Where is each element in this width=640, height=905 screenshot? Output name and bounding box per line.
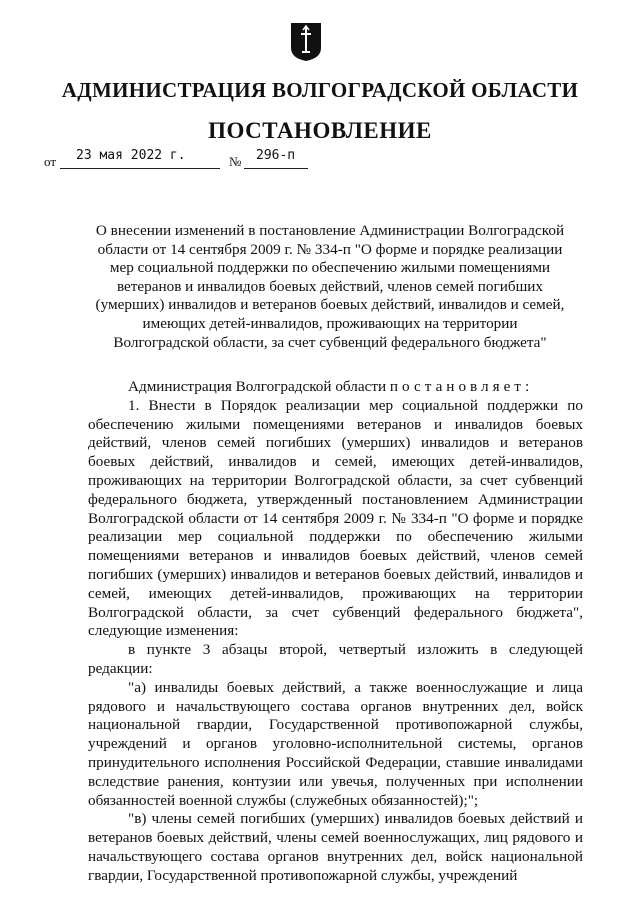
title-line: (умерших) инвалидов и ветеранов боевых действий, инвалидов и семей, (95, 296, 565, 314)
organization-name: АДМИНИСТРАЦИЯ ВОЛГОГРАДСКОЙ ОБЛАСТИ (61, 78, 579, 102)
number-label: № (229, 154, 242, 169)
document-title (86, 222, 574, 352)
title-line: ветеранов и инвалидов боевых действий, членов семей погибших (116, 277, 544, 295)
coat-of-arms-icon (290, 22, 322, 62)
intro-decree-word: постановляет: (389, 378, 534, 395)
title-line: мер социальной поддержки по обеспечению жилыми помещениями (109, 259, 551, 277)
body-paragraph: в пункте 3 абзацы второй, четвертый изложить в следующей редакции: (88, 641, 583, 677)
date-underline (60, 168, 220, 169)
title-line: Волгоградской области, за счет субвенций федерального бюджета" (113, 333, 547, 351)
body-paragraph: "в) члены семей погибших (умерших) инвалидов боевых действий и ветеранов боевых действий, члены семей военнослужащих, лиц рядового и начальствующего состава органов внутренних дел, войск национальной гвардии, Государственной противопожарной службы, учреждений (88, 810, 583, 884)
intro-paragraph (88, 378, 583, 397)
date-label: от (44, 154, 57, 169)
document-type: ПОСТАНОВЛЕНИЕ (208, 118, 432, 143)
document-body (88, 378, 583, 886)
title-line: области от 14 сентября 2009 г. № 334-п "О форме и порядке реализации (97, 240, 563, 258)
date-value: 23 мая 2022 г. (76, 148, 186, 163)
body-paragraph: 1. Внести в Порядок реализации мер социальной поддержки по обеспечению жилыми помещениями ветеранов и инвалидов боевых действий, членов семей погибших (умерших) инвалидов и ветеранов боевых действий, инвалидов и семей, имеющих детей-инвалидов, проживающих на территории Волгоградской области, за счет субвенций федерального бюджета, утвержденный постановлением Администрации Волгоградской области от 14 сентября 2009 г. № 334-п "О форме и порядке реализации мер социальной поддержки по обеспечению жилыми помещениями ветеранов и инвалидов боевых действий, членов семей погибших (умерших) инвалидов и ветеранов боевых действий, инвалидов и семей, имеющих детей-инвалидов, проживающих на территории Волгоградской области, за счет субвенций федерального бюджета", следующие изменения: (88, 396, 583, 640)
intro-prefix: Администрация Волгоградской области (128, 378, 387, 395)
number-value: 296-п (256, 148, 296, 163)
body-paragraph: "а) инвалиды боевых действий, а также военнослужащие и лица рядового и начальствующего состава органов внутренних дел, войск национальной гвардии, Государственной противопожарной службы, учреждений и органов уголовно-исполнительной системы, органов принудительного исполнения Российской Федерации, ставшие инвалидами вследствие ранения, контузии или увечья, полученных при исполнении обязанностей военной службы (служебных обязанностей);"; (88, 678, 583, 809)
number-underline (244, 168, 308, 169)
title-line: имеющих детей-инвалидов, проживающих на территории (142, 314, 518, 332)
title-line: О внесении изменений в постановление Администрации Волгоградской (95, 222, 565, 239)
